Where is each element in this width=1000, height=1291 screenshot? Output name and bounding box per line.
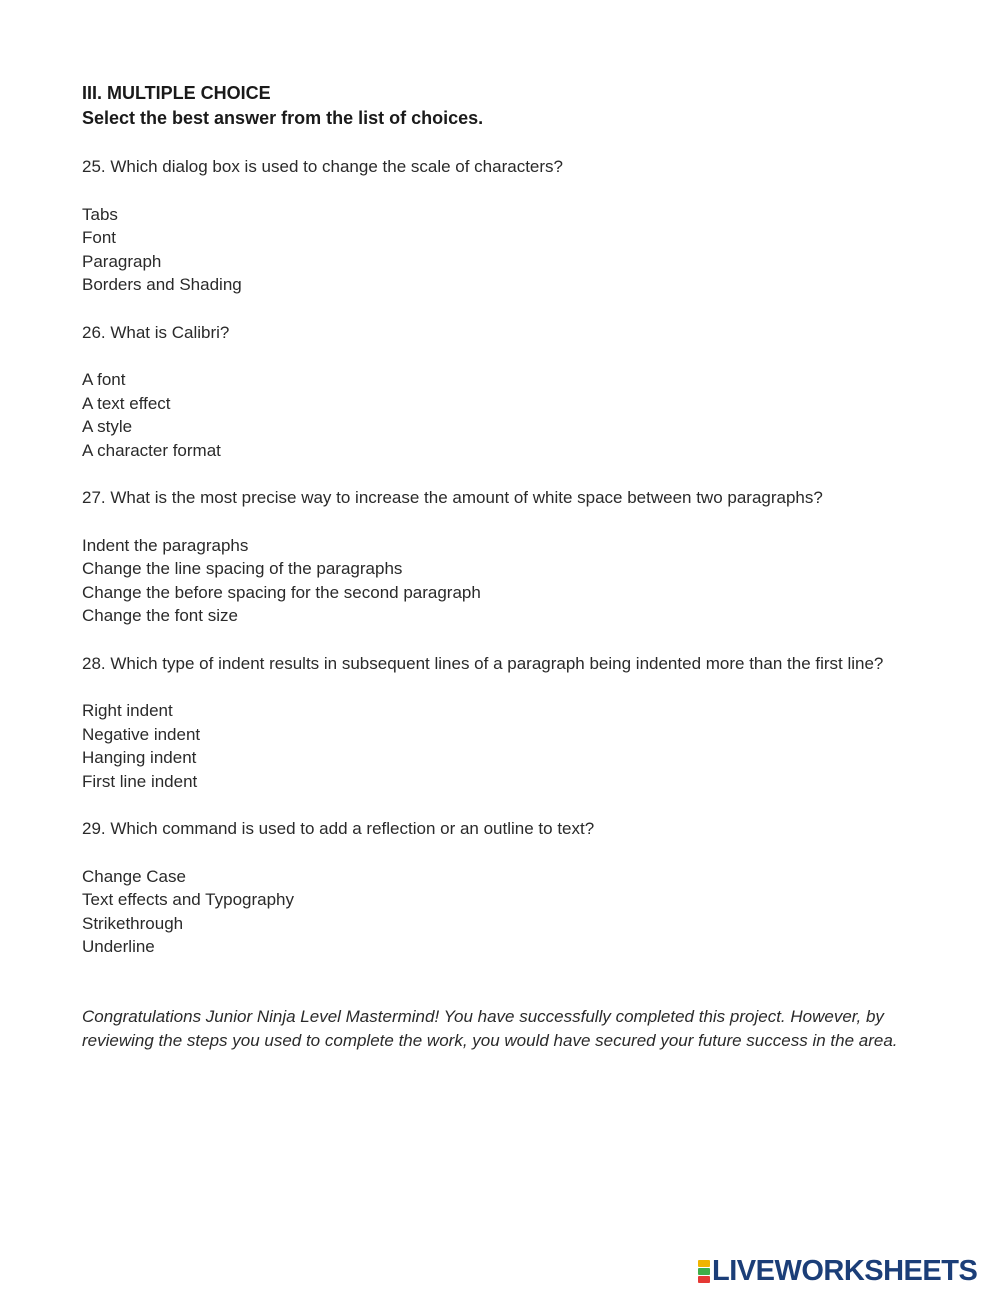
question-25 (82, 155, 922, 297)
question-text: 26. What is Calibri? (82, 322, 230, 342)
choice-list (82, 699, 922, 793)
choice-option[interactable]: Text effects and Typography (82, 890, 295, 909)
choice-option[interactable]: Change the before spacing for the second paragraph (82, 582, 481, 602)
choice-option[interactable]: Right indent (82, 701, 173, 720)
choice-option[interactable]: Paragraph (82, 251, 162, 271)
choice-option[interactable]: Font (82, 228, 117, 247)
choice-option[interactable]: Negative indent (82, 724, 201, 744)
question-28 (82, 652, 922, 794)
closing-message: Congratulations Junior Ninja Level Mastermind! You have successfully completed this project. However, by reviewing the steps you used to complete the work, you would have secured your future success in the area. (82, 1006, 898, 1050)
choice-option[interactable]: Tabs (82, 204, 118, 224)
question-text: 25. Which dialog box is used to change the scale of characters? (82, 157, 564, 176)
question-text: 28. Which type of indent results in subsequent lines of a paragraph being indented more than the first line? (82, 653, 884, 673)
question-29 (82, 817, 922, 959)
choice-option[interactable]: Change the font size (82, 606, 238, 625)
liveworksheets-logo[interactable] (698, 1255, 977, 1287)
choice-option[interactable]: Change Case (82, 866, 186, 886)
logo-block (698, 1260, 710, 1267)
question-27 (82, 486, 922, 628)
choice-option[interactable]: First line indent (82, 771, 198, 791)
choice-option[interactable]: A character format (82, 440, 221, 460)
question-26 (82, 321, 922, 463)
question-text: 29. Which command is used to add a reflection or an outline to text? (82, 819, 595, 838)
choice-option[interactable]: Indent the paragraphs (82, 535, 249, 555)
choice-option[interactable]: A text effect (82, 393, 171, 413)
choice-option[interactable]: Strikethrough (82, 913, 184, 933)
choice-list (82, 534, 922, 628)
choice-option[interactable]: Hanging indent (82, 748, 197, 767)
choice-option[interactable]: Underline (82, 937, 155, 956)
choice-option[interactable]: A style (82, 417, 133, 436)
logo-block (698, 1276, 710, 1283)
section-instruction: Select the best answer from the list of choices. (82, 108, 484, 128)
logo-text: LIVEWORKSHEETS (712, 1255, 978, 1287)
choice-list (82, 203, 922, 297)
logo-mark-icon (698, 1260, 710, 1283)
choice-list (82, 865, 922, 959)
choice-option[interactable]: Borders and Shading (82, 275, 242, 294)
logo-block (698, 1268, 710, 1275)
section-title: III. MULTIPLE CHOICE (82, 83, 271, 103)
choice-option[interactable]: A font (82, 370, 126, 389)
worksheet-page (82, 81, 922, 1053)
choice-list (82, 368, 922, 462)
question-text: 27. What is the most precise way to increase the amount of white space between two paragraphs? (82, 488, 823, 507)
choice-option[interactable]: Change the line spacing of the paragraphs (82, 559, 403, 578)
